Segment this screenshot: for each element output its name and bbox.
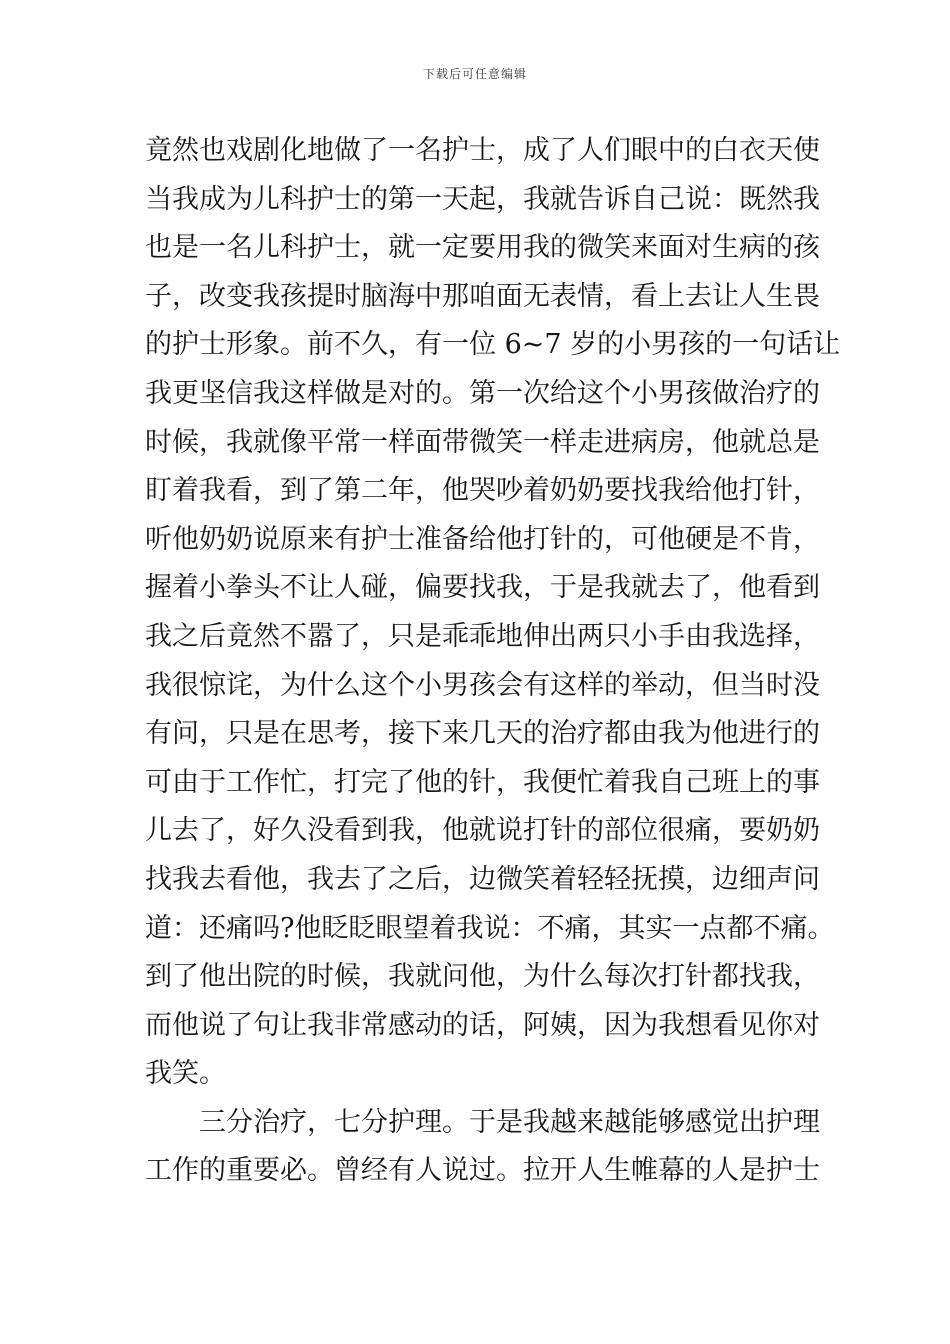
text-line: 听他奶奶说原来有护士准备给他打针的，可他硬是不肯， xyxy=(145,523,820,555)
text-line: 当我成为儿科护士的第一天起，我就告诉自己说：既然我 xyxy=(145,183,820,215)
text-line: 竟然也戏剧化地做了一名护士，成了人们眼中的白衣天使 xyxy=(145,135,820,166)
text-line: 可由于工作忙，打完了他的针，我便忙着我自己班上的事 xyxy=(145,766,820,798)
text-line: 有问，只是在思考，接下来几天的治疗都由我为他进行的 xyxy=(145,718,820,750)
text-line: 的护士形象。前不久，有一位 6~7 岁的小男孩的一句话让 xyxy=(145,329,841,361)
text-line: 到了他出院的时候，我就问他，为什么每次打针都找我， xyxy=(145,961,820,993)
body-text xyxy=(145,127,841,1196)
text-line: 子，改变我孩提时脑海中那咱面无表情，看上去让人生畏 xyxy=(145,280,820,312)
text-line: 握着小拳头不让人碰，偏要找我，于是我就去了，他看到 xyxy=(145,572,820,604)
page-header: 下载后可任意编辑 xyxy=(422,67,527,81)
text-line: 时候，我就像平常一样面带微笑一样走进病房，他就总是 xyxy=(145,426,820,458)
text-line: 盯着我看，到了第二年，他哭吵着奶奶要找我给他打针， xyxy=(145,475,820,507)
text-line: 我笑。 xyxy=(145,1058,226,1090)
text-line: 而他说了句让我非常感动的话，阿姨，因为我想看见你对 xyxy=(145,1009,820,1041)
text-line: 我很惊诧，为什么这个小男孩会有这样的举动，但当时没 xyxy=(145,669,820,701)
text-line: 道：还痛吗?他眨眨眼望着我说：不痛，其实一点都不痛。 xyxy=(145,912,835,944)
text-line: 儿去了，好久没看到我，他就说打针的部位很痛，要奶奶 xyxy=(145,815,820,847)
text-line: 我更坚信我这样做是对的。第一次给这个小男孩做治疗的 xyxy=(145,377,820,409)
paragraph-start-line: 三分治疗，七分护理。于是我越来越能够感觉出护理 xyxy=(199,1106,820,1138)
text-line: 我之后竟然不嚣了，只是乖乖地伸出两只小手由我选择， xyxy=(145,620,820,652)
text-line: 也是一名儿科护士，就一定要用我的微笑来面对生病的孩 xyxy=(145,232,820,264)
text-line: 找我去看他，我去了之后，边微笑着轻轻抚摸，边细声问 xyxy=(145,863,820,895)
text-line: 工作的重要必。曾经有人说过。拉开人生帷幕的人是护士 xyxy=(145,1155,820,1187)
